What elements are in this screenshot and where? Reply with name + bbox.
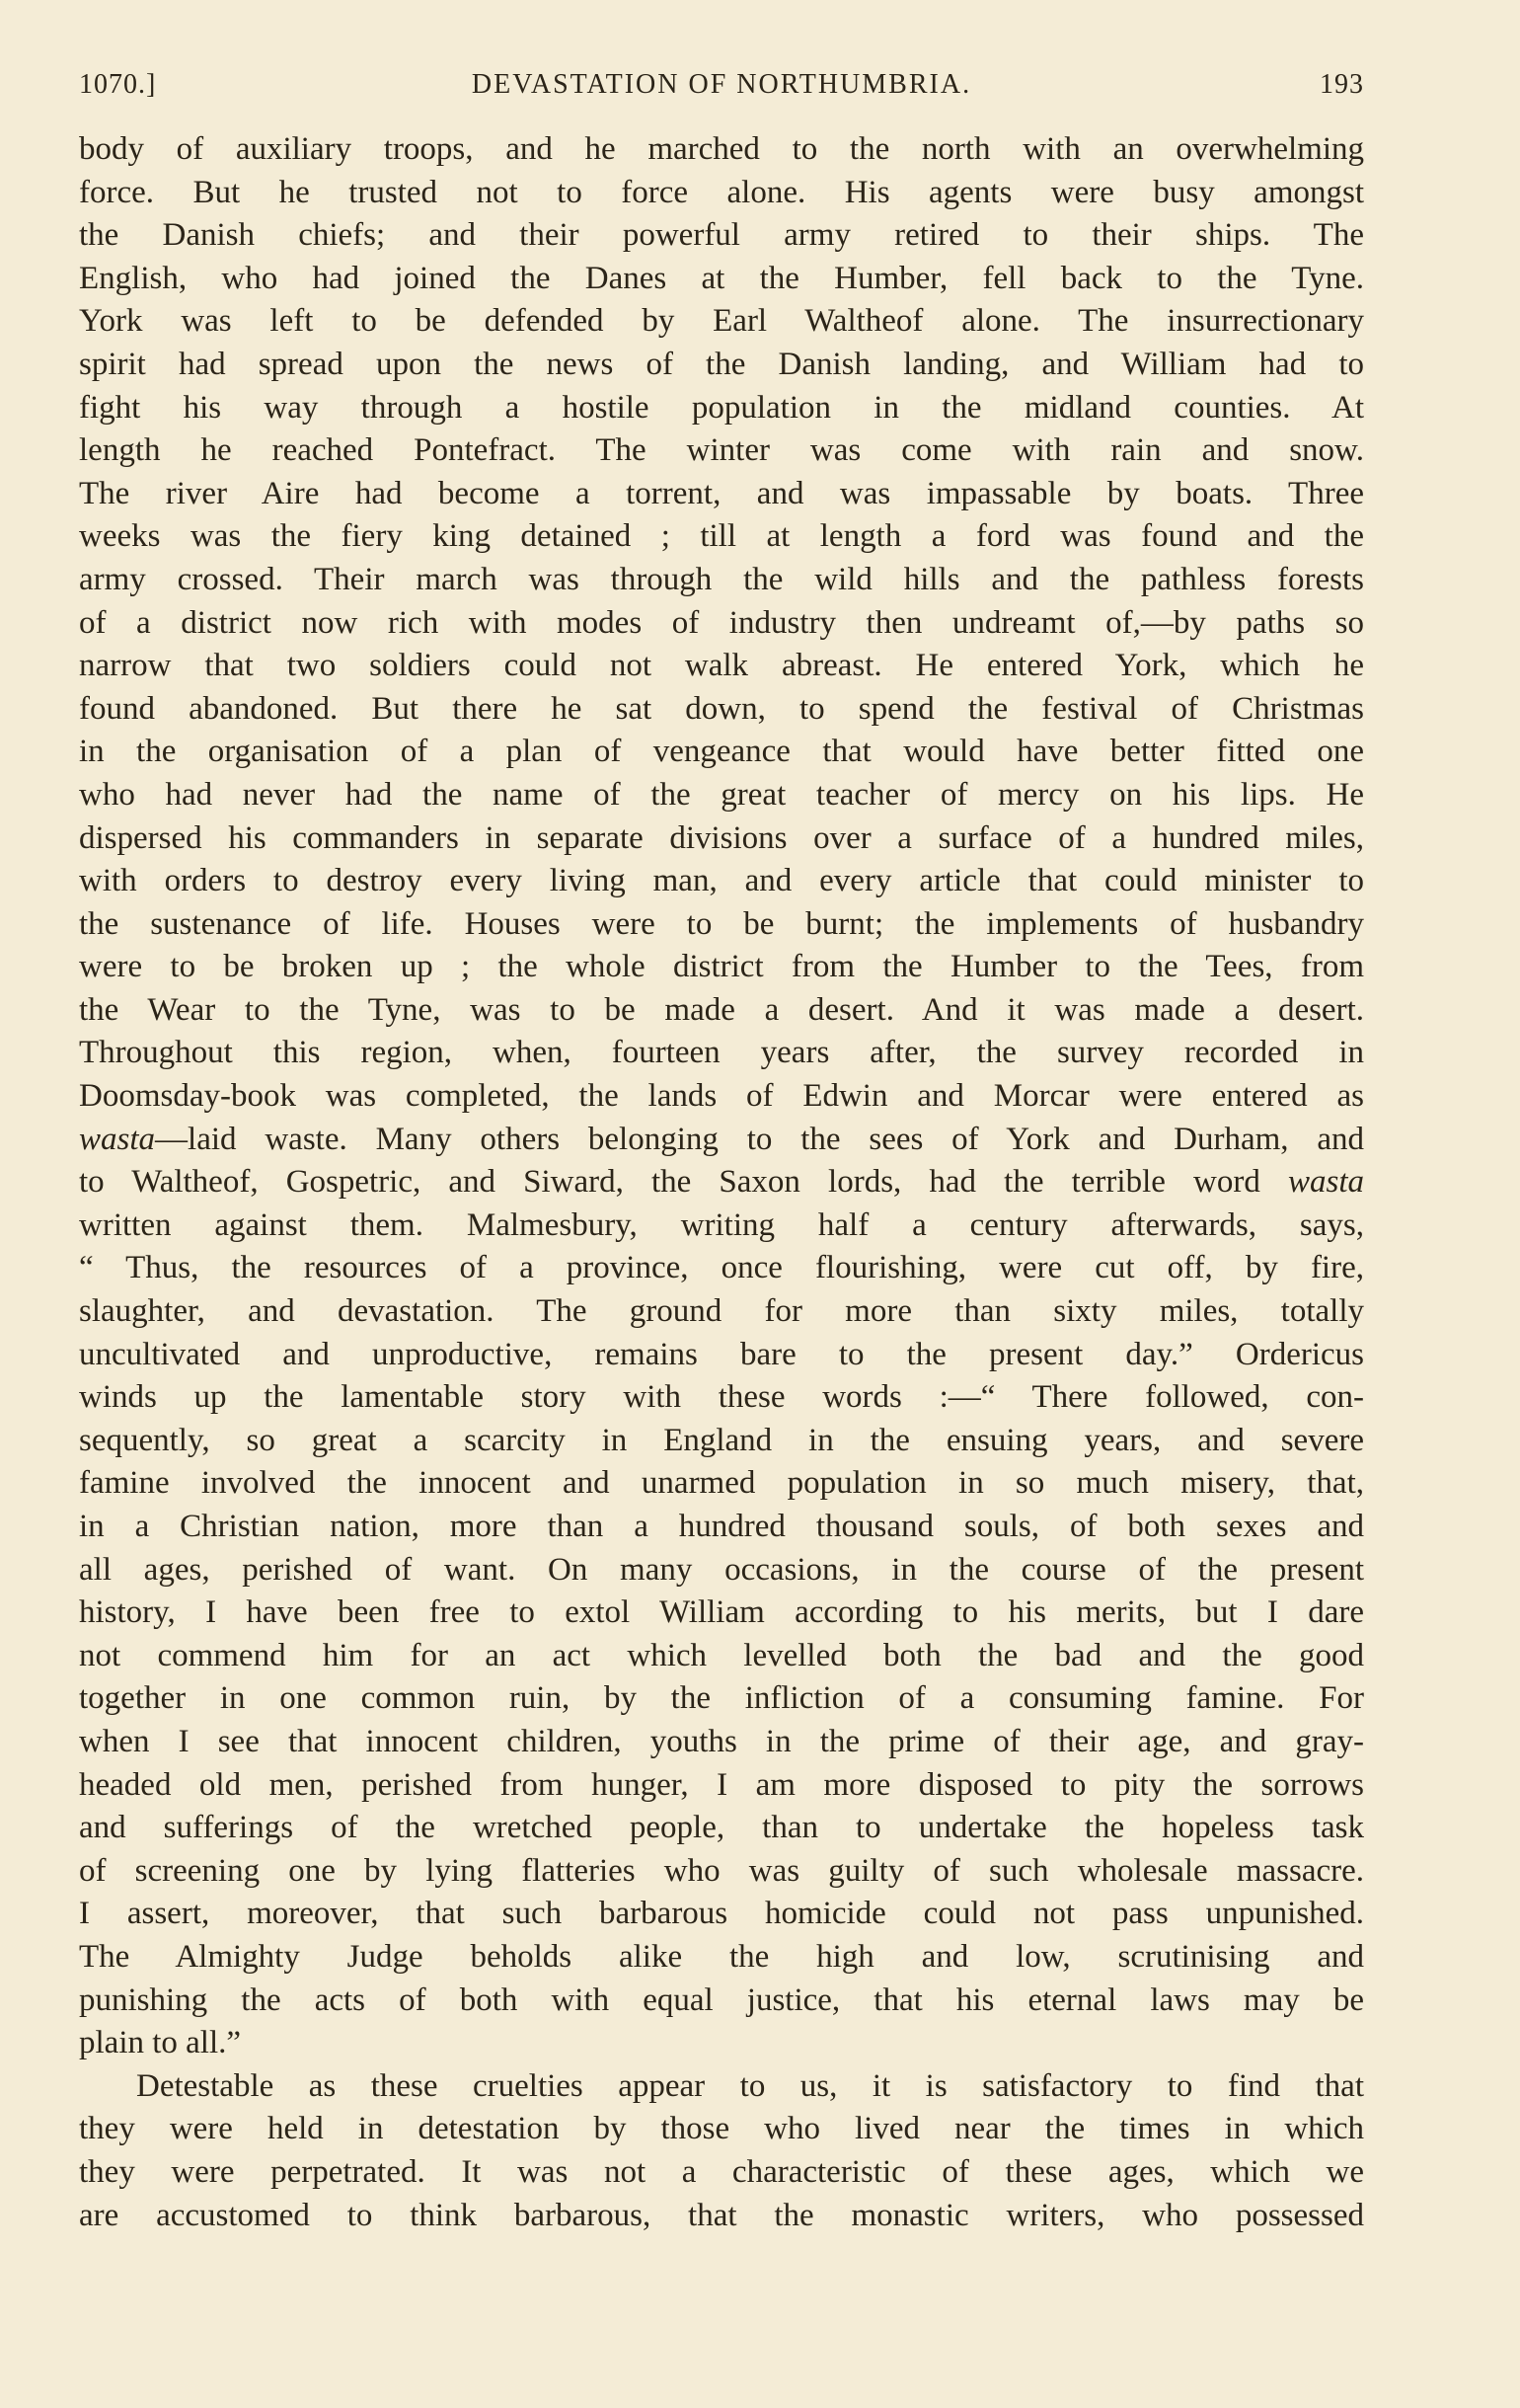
text-line: the Wear to the Tyne, was to be made a desert. And it was made a desert. bbox=[79, 991, 1364, 1028]
text-line: they were perpetrated. It was not a characteristic of these ages, which we bbox=[79, 2153, 1364, 2190]
text-line: written against them. Malmesbury, writing half a century afterwards, says, bbox=[79, 1206, 1364, 1243]
text-line: York was left to be defended by Earl Waltheof alone. The insurrectionary bbox=[79, 303, 1364, 340]
running-head bbox=[79, 69, 1364, 109]
text-line: narrow that two soldiers could not walk abreast. He entered York, which he bbox=[79, 648, 1364, 684]
text-line bbox=[79, 1161, 1364, 1204]
italic-term-wasta: wasta bbox=[1287, 1164, 1364, 1201]
text-line: Doomsday-book was completed, the lands of Edwin and Morcar were entered as bbox=[79, 1078, 1364, 1115]
text-line: the sustenance of life. Houses were to be burnt; the implements of husbandry bbox=[79, 905, 1364, 942]
text-line: all ages, perished of want. On many occasions, in the course of the present bbox=[79, 1551, 1364, 1588]
text-line-rest: —laid waste. Many others belonging to the sees of York and Durham, and bbox=[155, 1121, 1364, 1157]
text-line: history, I have been free to extol William according to his merits, but I dare bbox=[79, 1594, 1364, 1631]
text-line: who had never had the name of the great teacher of mercy on his lips. He bbox=[79, 776, 1364, 813]
text-line: they were held in detestation by those who lived near the times in which bbox=[79, 2111, 1364, 2147]
text-line: dispersed his commanders in separate divisions over a surface of a hundred miles, bbox=[79, 819, 1364, 856]
text-line: famine involved the innocent and unarmed population in so much misery, that, bbox=[79, 1465, 1364, 1502]
text-line: winds up the lamentable story with these words :—“ There followed, con- bbox=[79, 1379, 1364, 1416]
text-line: slaughter, and devastation. The ground for more than sixty miles, totally bbox=[79, 1293, 1364, 1330]
text-line: army crossed. Their march was through the wild hills and the pathless forests bbox=[79, 561, 1364, 597]
page-number: 193 bbox=[1320, 69, 1364, 100]
running-head-title: DEVASTATION OF NORTHUMBRIA. bbox=[471, 69, 972, 100]
text-line: English, who had joined the Danes at the Humber, fell back to the Tyne. bbox=[79, 260, 1364, 296]
text-line: headed old men, perished from hunger, I am more disposed to pity the sorrows bbox=[79, 1766, 1364, 1803]
text-line: the Danish chiefs; and their powerful army retired to their ships. The bbox=[79, 217, 1364, 254]
text-line: in a Christian nation, more than a hundred thousand souls, of both sexes and bbox=[79, 1509, 1364, 1544]
text-line: were to be broken up ; the whole district from the Humber to the Tees, from bbox=[79, 949, 1364, 985]
text-line: found abandoned. But there he sat down, to spend the festival of Christmas bbox=[79, 690, 1364, 727]
text-line: not commend him for an act which levelled both the bad and the good bbox=[79, 1637, 1364, 1673]
italic-term-wasta: wasta bbox=[79, 1121, 156, 1157]
text-line: spirit had spread upon the news of the Danish landing, and William had to bbox=[79, 346, 1364, 382]
page-content bbox=[79, 69, 1364, 2237]
text-line: of screening one by lying flatteries who was guilty of such wholesale massacre. bbox=[79, 1852, 1364, 1889]
text-line: length he reached Pontefract. The winter was come with rain and snow. bbox=[79, 432, 1364, 469]
text-line: Detestable as these cruelties appear to us, it is satisfactory to find that bbox=[136, 2067, 1364, 2104]
text-line-pre: to Waltheof, Gospetric, and Siward, the Saxon lords, had the terrible word bbox=[79, 1164, 1260, 1201]
text-line: body of auxiliary troops, and he marched to the north with an overwhelming bbox=[79, 131, 1364, 167]
text-line: together in one common ruin, by the infliction of a consuming famine. For bbox=[79, 1680, 1364, 1717]
text-line: are accustomed to think barbarous, that the monastic writers, who possessed bbox=[79, 2197, 1364, 2233]
text-line: The river Aire had become a torrent, and was impassable by boats. Three bbox=[79, 475, 1364, 511]
text-line bbox=[79, 1119, 1364, 1162]
text-line: Throughout this region, when, fourteen years after, the survey recorded in bbox=[79, 1035, 1364, 1071]
text-line: weeks was the fiery king detained ; till at length a ford was found and the bbox=[79, 518, 1364, 555]
text-line: when I see that innocent children, youths in the prime of their age, and gray- bbox=[79, 1723, 1364, 1759]
text-line: The Almighty Judge beholds alike the high and low, scrutinising and bbox=[79, 1938, 1364, 1975]
text-line: plain to all.” bbox=[79, 2025, 242, 2061]
text-line: and sufferings of the wretched people, than to undertake the hopeless task bbox=[79, 1810, 1364, 1846]
text-line: with orders to destroy every living man, and every article that could minister to bbox=[79, 863, 1364, 899]
text-line: sequently, so great a scarcity in England in the ensuing years, and severe bbox=[79, 1422, 1364, 1458]
body-text bbox=[79, 128, 1364, 2237]
text-line: fight his way through a hostile population in the midland counties. At bbox=[79, 389, 1364, 426]
running-head-year: 1070.] bbox=[79, 69, 157, 100]
text-line: I assert, moreover, that such barbarous homicide could not pass unpunished. bbox=[79, 1896, 1364, 1932]
text-line: “ Thus, the resources of a province, once flourishing, were cut off, by fire, bbox=[79, 1250, 1364, 1286]
text-line: of a district now rich with modes of industry then undreamt of,—by paths so bbox=[79, 604, 1364, 641]
text-line: uncultivated and unproductive, remains bare to the present day.” Ordericus bbox=[79, 1336, 1364, 1372]
text-line: force. But he trusted not to force alone. His agents were busy amongst bbox=[79, 174, 1364, 210]
text-line: in the organisation of a plan of vengeance that would have better fitted one bbox=[79, 734, 1364, 770]
text-line: punishing the acts of both with equal justice, that his eternal laws may be bbox=[79, 1981, 1364, 2018]
